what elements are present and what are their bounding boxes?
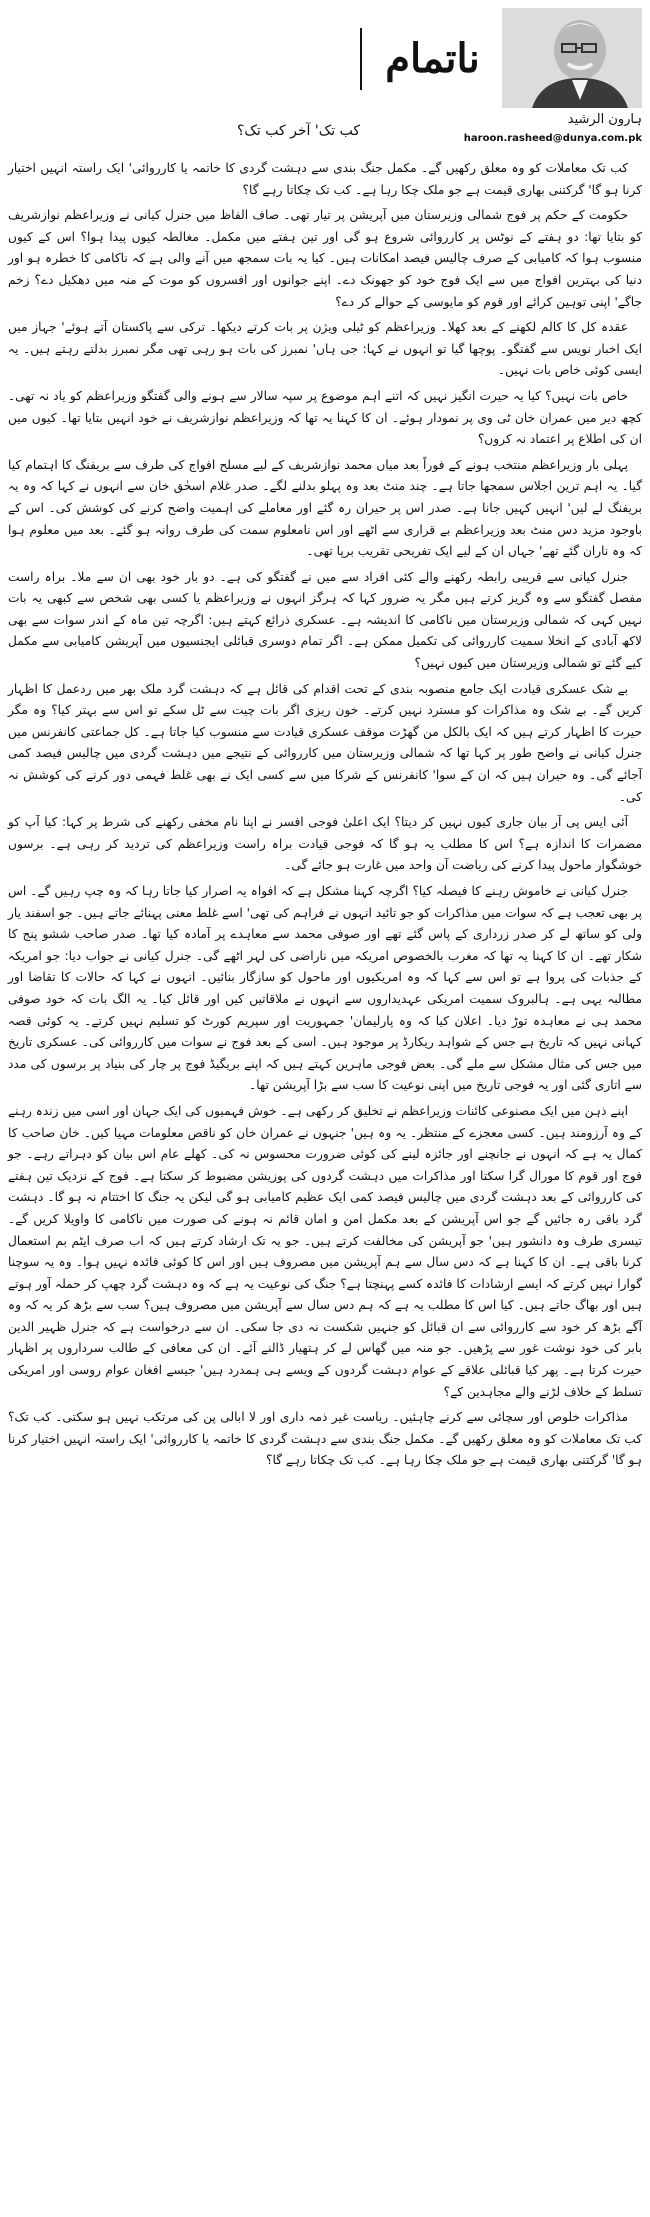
- paragraph: جنرل کیانی سے قریبی رابطہ رکھنے والے کئی افراد سے میں نے گفتگو کی ہے۔ دو بار خود بھی ان سے ملا۔ براہ راست مفصل گفتگو سے وہ گریز کرتے ہیں مگر یہ ضرور کہا کہ ہرگز انہوں نے وزیراعظم یا کسی بھی شخص سے کبھی یہ بات نہیں کہی کہ شمالی وزیرستان میں ناکامی کا اندیشہ ہے۔ عسکری ذرائع کہتے ہیں: اگرچہ تین ماہ کے اندر سوات سے بھی لاکھ آبادی کے انخلا سمیت کارروائی کی تکمیل ممکن ہے۔ اگر تمام دوسری قبائلی ایجنسیوں میں آپریشن کامیابی سے مکمل کیے گئے تو شمالی وزیرستان میں کیوں نہیں؟: [8, 569, 642, 671]
- column-name: ناتمام: [385, 35, 480, 82]
- paragraph: مذاکرات خلوص اور سچائی سے کرنے چاہئیں۔ ریاست غیر ذمہ داری اور لا ابالی پن کی مرتکب نہیں ہو سکتی۔ کب تک؟ کب تک معاملات کو وہ معلق رکھیں گے۔ مکمل جنگ بندی سے دہشت گردی کا خاتمہ یا کارروائی' ایک راستہ انہیں اختیار کرنا ہو گا' گرکتنی بھاری قیمت ہے جو ملک چکا رہا ہے۔ کب تک چکاتا رہے گا؟: [8, 1410, 642, 1468]
- header-divider: [360, 28, 362, 90]
- paragraph: کب تک معاملات کو وہ معلق رکھیں گے۔ مکمل جنگ بندی سے دہشت گردی کا خاتمہ یا کارروائی' ایک راستہ انہیں اختیار کرنا ہو گا' گرکتنی بھاری قیمت ہے جو ملک چکا رہا ہے۔ کب تک چکاتا رہے گا؟: [8, 161, 642, 197]
- paragraph: اپنے ذہن میں ایک مصنوعی کائنات وزیراعظم نے تخلیق کر رکھی ہے۔ خوش فہمیوں کی ایک جہان اور اسی میں زندہ رہنے کے وہ آرزومند ہیں۔ کسی معجزے کے منتظر۔ یہ وہ ہیں' جنہوں نے عمران خان کو ناقص معلومات مہیا کیں۔ خان صاحب کا کمال یہ ہے کہ انہوں نے جانچنے اور جائزہ لینے کی کوئی ضرورت محسوس نہ کی۔ کھلے عام اس بیان کو دہراتے رہے۔ جو فوج اور قوم کا مورال گرا سکتا اور مذاکرات میں دہشت گردوں کی پوزیشن مضبوط کر سکتا ہے۔ فوج کے نزدیک تین ہفتے کی کارروائی کے بعد دہشت گردی میں چالیس فیصد کمی ایک عظیم کامیابی ہو گی لیکن یہ جنگ کا اختتام نہ ہو گا۔ دہشت گرد باقی رہ جائیں گے جو اس آپریشن کے بعد مکمل امن و امان قائم نہ ہونے کی صورت میں ناکامی کا واویلا کریں گے۔ تیسری طرف وہ دانشور ہیں' جو آپریشن کی مخالفت کرتے ہیں۔ جو یہ تک ارشاد کرتے ہیں کہ اب صرف ایٹم بم استعمال کرنا باقی ہے۔ ان کا کہنا ہے کہ دس سال سے ہم آپریشن میں مصروف ہیں اور اس کا کوئی فائدہ نہیں ہوا۔ وہ یہ سوچنا گوارا نہیں کرتے کہ ایسے ارشادات کا فائدہ کسے پہنچتا ہے؟ جنگ کی نوعیت یہ ہے کہ وہ دہشت گرد چھپ کر حملہ آور ہوتے ہیں اور بھاگ جاتے ہیں۔ کیا اس کا مطلب یہ ہے کہ ہم دس سال سے آپریشن میں مصروف ہیں؟ سب سے بڑھ کر یہ کہ وہ آگے بڑھ کر خود سے کارروائی سے ان قبائل کو جنہیں شکست نہ دی جا سکی۔ ان سے درخواست ہے کہ جنرل ظہیر الدین بابر کی خود نوشت غور سے پڑھیں۔ جو منہ میں گھاس لے کر ہتھیار ڈالنے آئے۔ ان کی معافی کے طالب سرداروں پر اظہار حیرت کرتا ہے۔ پھر کیا قبائلی علاقے کے عوام دہشت گردوں کے ویسے ہی ہمدرد ہیں' جیسے افغان عوام روسی اور امریکی تسلط کے خلاف لڑنے والے مجاہدین کے؟: [8, 1103, 642, 1399]
- author-email[interactable]: haroon.rasheed@dunya.com.pk: [463, 133, 642, 144]
- paragraph: حکومت کے حکم پر فوج شمالی وزیرستان میں آپریشن پر تیار تھی۔ صاف الفاظ میں جنرل کیانی نے وزیراعظم نوازشریف کو بتایا تھا: دو ہفتے کے نوٹس پر کارروائی شروع ہو گی اور تین ہفتے میں مکمل۔ مغالطہ کیوں پیدا ہوا؟ اس کے کیوں منسوب ہوا کہ کامیابی کے صرف چالیس فیصد امکانات ہیں۔ کیا یہ بات سمجھ میں آنے والی ہے کہ ناکامی کا خطرہ ہو اور دنیا کی بہترین افواج میں سے ایک فوج خود کو جھونک دے۔ اپنے جوانوں اور افسروں کو موت کے منہ میں دھکیل دے؟ زخم جاگے' اپنی توہین کرائے اور قوم کو مایوسی کے حوالے کر دے؟: [8, 208, 642, 309]
- paragraph: بے شک عسکری قیادت ایک جامع منصوبہ بندی کے تحت اقدام کی قائل ہے کہ دہشت گرد ملک بھر میں ردعمل کا اظہار کریں گے۔ بے شک وہ مذاکرات کو مسترد نہیں کرتے۔ خون ریزی اگر بات چیت سے ٹل سکے تو اس سے بہتر کیا؟ وہ مگر حیرت کا اظہار کرتے ہیں کہ ایک بالکل من گھڑت موقف عسکری قیادت سے منسوب کیا جاتا ہے۔ کل جماعتی کانفرنس میں جنرل کیانی نے واضح طور پر کہا تھا کہ شمالی وزیرستان میں کارروائی کے نتیجے میں دہشت گردی میں چالیس فیصد کمی آجائے گی۔ وہ حیران ہیں کہ ان کے سوا' کانفرنس کے شرکا میں سے کسی ایک نے بھی غلط فہمی دور کرنے کی کوشش نہ کی۔: [8, 681, 642, 804]
- article-body: [8, 158, 642, 2213]
- author-photo: [502, 8, 642, 108]
- article-title: کب تک' آخر کب تک؟: [236, 123, 360, 139]
- author-name: ہارون الرشید: [567, 112, 642, 127]
- paragraph: جنرل کیانی نے خاموش رہنے کا فیصلہ کیا؟ اگرچہ کہنا مشکل ہے کہ افواہ یہ اصرار کیا جاتا رہا کہ وہ چپ رہیں گے۔ اس پر بھی تعجب ہے کہ سوات میں مذاکرات کو جو تائید انہوں نے فراہم کی تھی' اسے غلط معنی پہنائے جاتے ہیں۔ جو اسفند یار ولی کو ساتھ لے کر صدر زرداری کے پاس گئے تھے اور صوفی محمد سے معاہدے پر آمادہ کیا تھا۔ صدر صاحب ششو پنج کا شکار تھے۔ ان کا کہنا یہ تھا کہ مغرب بالخصوص امریکہ میں ناراضی کی لہر اٹھے گی۔ جنرل کیانی نے جواب دیا: جو امریکہ کے جذبات کی پروا ہے تو اس سے کہا کہ وہ امریکیوں اور ماحول کو سازگار بنائیں۔ انہوں نے کہا کہ حالات کا تقاضا اور مطالبہ یہی ہے۔ ہالبروک سمیت امریکی عہدیداروں سے انہوں نے ملاقاتیں کیں اور قائل کیا۔ یہ الگ بات کہ خود صوفی محمد ہی نے معاہدہ توڑ دیا۔ اعلان کیا کہ وہ پارلیمان' جمہوریت اور سپریم کورٹ کو تسلیم نہیں کرتے۔ یہ کوئی قصہ کہانی نہیں کہ تاریخ ہے جس کے شواہد ریکارڈ پر موجود ہیں۔ اسی کے بعد فوج نے سوات میں کارروائی کی۔ عسکری تاریخ میں جس کی مثال مشکل سے ملے گی۔ بعض فوجی ماہرین کہتے ہیں کہ اپنے بریگیڈ فوج پر چار کی بنیاد پر برسوں کی مدد سے اتاری گئی اور یہ فوجی تاریخ میں اپنی نوعیت کا سب سے بڑا آپریشن تھا۔: [8, 884, 642, 1093]
- paragraph: خاص بات نہیں؟ کیا یہ حیرت انگیز نہیں کہ اتنے اہم موضوع پر سپہ سالار سے ہونے والی گفتگو وزیراعظم کو یاد نہ تھی۔ کچھ دیر میں عمران خان ٹی وی پر نمودار ہوئے۔ ان کا کہنا یہ تھا کہ وزیراعظم نوازشریف نے خود انہیں بتایا تھا۔ کیوں میں ان کی اطلاع پر اعتماد نہ کروں؟: [8, 388, 642, 447]
- author-portrait-icon: [502, 8, 642, 108]
- column-header: [0, 0, 650, 150]
- paragraph: پہلی بار وزیراعظم منتخب ہونے کے فوراً بعد میاں محمد نوازشریف کے لیے مسلح افواج کی طرف سے بریفنگ کا اہتمام کیا گیا۔ یہ اہم ترین اجلاس سمجھا جاتا ہے۔ چند منٹ بعد وہ پہلو بدلنے لگے۔ صدر غلام اسحٰق خان سے انہوں نے کہا کہ وہ یہ بریفنگ لے لیں' انہیں کہیں جانا ہے۔ صدر اس پر حیران رہ گئے اور معاملے کی اہمیت واضح کرنے کی کوشش کی۔ اس کے باوجود مزید دس منٹ بعد وزیراعظم بے قراری سے اٹھے اور اس نامعلوم سمت کی طرف روانہ ہو گئے۔ بعد میں معلوم ہوا کہ وہ ناران گئے تھے' جہاں ان کے لیے ایک تفریحی تقریب برپا تھی۔: [8, 457, 642, 559]
- paragraph: آئی ایس پی آر بیان جاری کیوں نہیں کر دیتا؟ ایک اعلیٰ فوجی افسر نے اپنا نام مخفی رکھنے کی شرط پر کہا: کیا آپ کو مضمرات کا اندازہ ہے؟ اس کا مطلب یہ ہو گا کہ فوجی قیادت براہ راست وزیراعظم کی تردید کر رہی ہے۔ برسوں خوشگوار ماحول پیدا کرنے کی ریاضت آن واحد میں غارت ہو جائے گی۔: [8, 815, 642, 873]
- paragraph: عقدہ کل کا کالم لکھنے کے بعد کھلا۔ وزیراعظم کو ٹیلی ویژن پر بات کرتے دیکھا۔ ترکی سے پاکستان آتے ہوئے' جہاز میں ایک اخبار نویس سے گفتگو۔ پوچھا گیا تو انہوں نے کہا: جی ہاں' نمبرز کی بات ہو رہی تھی مگر نمبرز بدلتے رہتے ہیں۔ یہ ایسی کوئی خاص بات نہیں۔: [8, 320, 642, 378]
